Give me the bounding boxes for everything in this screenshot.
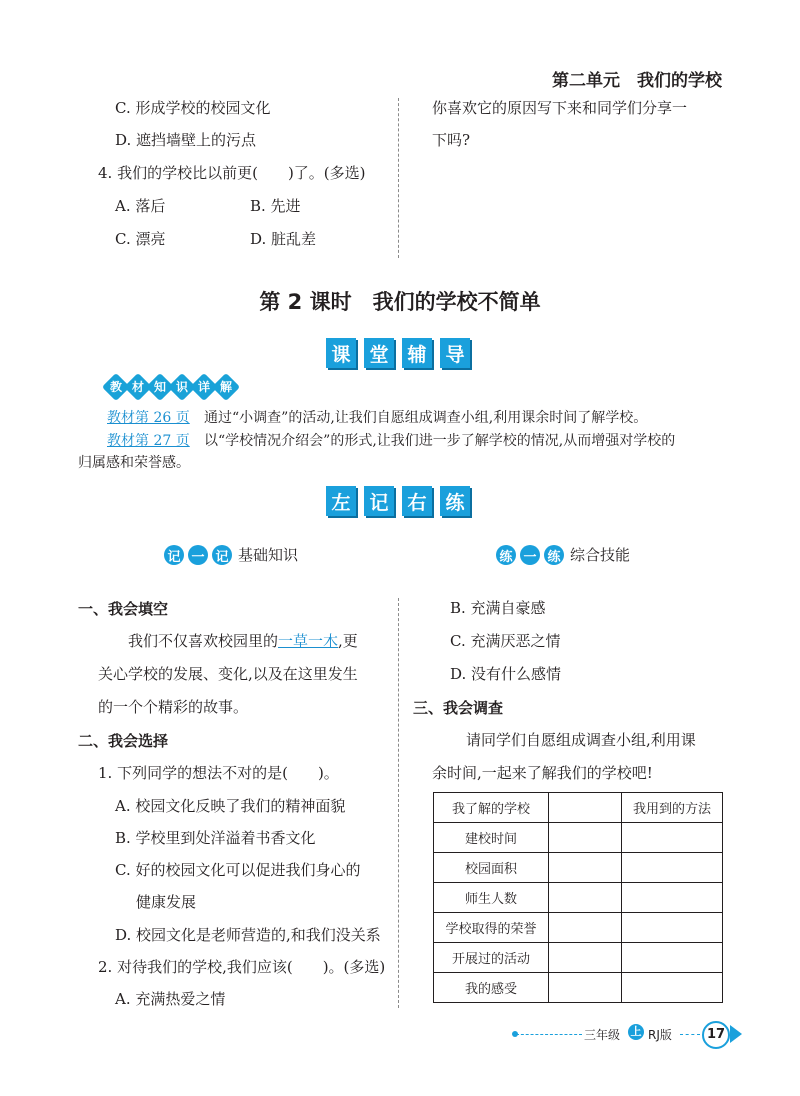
survey-line-1: 请同学们自愿组成调查小组,利用课 [466, 731, 696, 749]
tag-char-6: 解 [212, 373, 240, 401]
knowledge-ref-2[interactable]: 教材第 27 页 [107, 433, 190, 449]
q4-option-a: A. 落后 [115, 197, 166, 215]
choice-question-1 [98, 763, 339, 783]
knowledge-text-2b: 归属感和荣誉感。 [78, 455, 190, 471]
table-cell[interactable] [549, 793, 622, 823]
banner1-char-3: 辅 [402, 338, 432, 368]
table-header-cell: 我了解的学校 [434, 793, 549, 823]
share-prompt-line2: 下吗? [432, 131, 471, 149]
table-row [434, 913, 723, 943]
tag-char-2: 材 [124, 373, 152, 401]
section-3-heading: 三、我会调查 [413, 699, 504, 717]
tag-char-5: 详 [190, 373, 218, 401]
sub-right-char-3: 练 [544, 545, 564, 565]
sub-right-char-1: 练 [496, 545, 516, 565]
footer-edition: RJ版 [648, 1028, 672, 1042]
question-4-text-b: )了。(多选) [287, 164, 366, 182]
column-divider-bottom [398, 598, 399, 1008]
fill-line-1 [128, 631, 358, 651]
sub-left-char-2: 一 [188, 545, 208, 565]
table-cell[interactable] [549, 973, 622, 1003]
table-row [434, 883, 723, 913]
fill-blank-answer: 一草一木 [278, 632, 339, 650]
tag-char-3: 知 [146, 373, 174, 401]
option-d: D. 遮挡墙壁上的污点 [115, 131, 257, 149]
choice-question-2 [98, 957, 385, 977]
table-row [434, 973, 723, 1003]
banner2-char-4: 练 [440, 486, 470, 516]
sub-right-label: 综合技能 [570, 546, 631, 564]
fill-line-3: 的一个个精彩的故事。 [98, 698, 249, 716]
table-cell[interactable] [622, 823, 723, 853]
tag-char-4: 识 [168, 373, 196, 401]
table-row [434, 823, 723, 853]
q4-option-c: C. 漂亮 [115, 230, 166, 248]
banner1-char-2: 堂 [364, 338, 394, 368]
table-row [434, 793, 723, 823]
table-cell[interactable] [622, 913, 723, 943]
footer-grade: 三年级 [584, 1028, 621, 1042]
sub-left-char-1: 记 [164, 545, 184, 565]
table-cell[interactable] [549, 823, 622, 853]
table-header-cell: 我用到的方法 [622, 793, 723, 823]
table-cell[interactable] [622, 943, 723, 973]
banner2-char-2: 记 [364, 486, 394, 516]
footer-dashed-line-2 [680, 1034, 700, 1035]
section-2-heading: 二、我会选择 [78, 732, 169, 750]
fill-line-1b: ,更 [338, 632, 358, 650]
footer-term-badge: 上 [628, 1024, 644, 1040]
table-cell[interactable] [549, 853, 622, 883]
sub-left-label: 基础知识 [238, 546, 299, 564]
table-cell[interactable] [622, 883, 723, 913]
q1-option-d: D. 校园文化是老师营造的,和我们没关系 [115, 926, 381, 944]
choice-q2-a: 2. 对待我们的学校,我们应该( [98, 958, 293, 976]
unit-title: 第二单元 我们的学校 [552, 71, 722, 91]
banner1-char-4: 导 [440, 338, 470, 368]
table-row [434, 853, 723, 883]
q2-option-a: A. 充满热爱之情 [115, 990, 226, 1008]
column-divider-top [398, 98, 399, 258]
knowledge-text-2: 以“学校情况介绍会”的形式,让我们进一步了解学校的情况,从而增强对学校的 [204, 433, 676, 449]
table-row-label: 开展过的活动 [434, 943, 549, 973]
page-arrow-icon [730, 1025, 742, 1043]
q4-option-d: D. 脏乱差 [250, 230, 317, 248]
choice-q2-b: )。(多选) [322, 958, 386, 976]
lesson-title: 第 2 课时 我们的学校不简单 [259, 290, 541, 314]
q1-option-a: A. 校园文化反映了我们的精神面貌 [115, 797, 346, 815]
table-row [434, 943, 723, 973]
banner2-char-1: 左 [326, 486, 356, 516]
knowledge-text-1: 通过“小调查”的活动,让我们自愿组成调查小组,利用课余时间了解学校。 [204, 410, 648, 426]
page-number: 17 [702, 1021, 730, 1049]
share-prompt-line1: 你喜欢它的原因写下来和同学们分享一 [432, 99, 688, 117]
section-1-heading: 一、我会填空 [78, 600, 169, 618]
option-c: C. 形成学校的校园文化 [115, 99, 271, 117]
q1-option-c-cont: 健康发展 [136, 893, 197, 911]
choice-q1-a: 1. 下列同学的想法不对的是( [98, 764, 288, 782]
q1-option-c: C. 好的校园文化可以促进我们身心的 [115, 861, 361, 879]
table-cell[interactable] [549, 913, 622, 943]
tag-char-1: 教 [102, 373, 130, 401]
choice-q1-b: )。 [317, 764, 339, 782]
q2-option-d: D. 没有什么感情 [450, 665, 562, 683]
q2-option-b: B. 充满自豪感 [450, 599, 546, 617]
table-row-label: 我的感受 [434, 973, 549, 1003]
table-cell[interactable] [622, 973, 723, 1003]
table-row-label: 建校时间 [434, 823, 549, 853]
table-row-label: 学校取得的荣誉 [434, 913, 549, 943]
question-4-text-a: 4. 我们的学校比以前更( [98, 164, 258, 182]
footer-dot-icon [512, 1031, 518, 1037]
table-row-label: 师生人数 [434, 883, 549, 913]
knowledge-ref-1[interactable]: 教材第 26 页 [107, 410, 190, 426]
table-row-label: 校园面积 [434, 853, 549, 883]
survey-line-2: 余时间,一起来了解我们的学校吧! [432, 764, 653, 782]
q2-option-c: C. 充满厌恶之情 [450, 632, 561, 650]
fill-line-2: 关心学校的发展、变化,以及在这里发生 [98, 665, 358, 683]
fill-line-1a: 我们不仅喜欢校园里的 [128, 632, 279, 650]
footer-dashed-line [516, 1034, 582, 1035]
q1-option-b: B. 学校里到处洋溢着书香文化 [115, 829, 316, 847]
survey-table [433, 792, 723, 1003]
sub-left-char-3: 记 [212, 545, 232, 565]
table-cell[interactable] [622, 853, 723, 883]
question-4 [98, 163, 366, 183]
banner1-char-1: 课 [326, 338, 356, 368]
banner2-char-3: 右 [402, 486, 432, 516]
table-cell[interactable] [549, 943, 622, 973]
q4-option-b: B. 先进 [250, 197, 301, 215]
sub-right-char-2: 一 [520, 545, 540, 565]
table-cell[interactable] [549, 883, 622, 913]
